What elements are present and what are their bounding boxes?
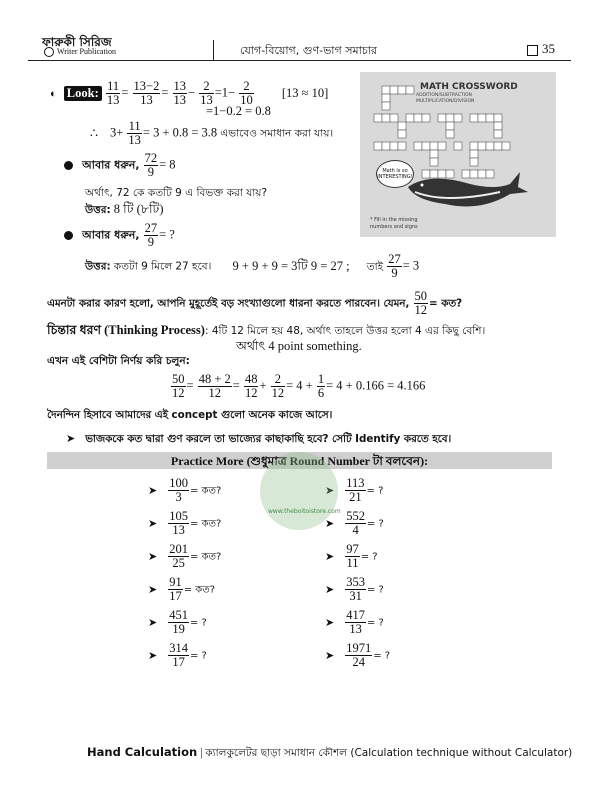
approx-note: [13 ≈ 10]	[281, 85, 329, 100]
footer	[87, 745, 572, 763]
paragraph-4: দৈনন্দিন হিসাবে আমাদের এই concept গুলো অনেক কাজে আসে।	[47, 409, 333, 421]
chapter-topic: যোগ-বিয়োগ, গুণ-ভাগ সমাচার	[240, 44, 377, 57]
fraction: $\frac{105}{13}$	[169, 509, 188, 538]
practice-item: ➤ $\frac{353}{31}$ = ?	[325, 575, 384, 604]
checkbox-icon	[527, 45, 538, 56]
header-divider	[213, 40, 214, 60]
fraction: $\frac{100}{3}$	[169, 476, 188, 505]
watermark-text: www.theboitoistore.com	[268, 508, 341, 515]
paragraph-2-line-2: অর্থাৎ 4 point something.	[236, 339, 362, 353]
paragraph-1: এমনটা করার কারণ হলো, আপনি মুহূর্তেই বড় সংখ্যাগুলো ধারনা করতে পারবেন। যেমন, $\frac{50}{12}$ = কত?	[47, 289, 463, 318]
puzzle-title: MATH CROSSWORD	[420, 82, 518, 92]
look-line-2: =1−0.2 = 0.8	[206, 104, 271, 118]
paragraph-3-equation: $\frac{50}{12}$ = $\frac{48 + 2}{12}$ = $\frac{48}{12}$ + $\frac{2}{12}$ = 4 + $\frac{1}{6}$ = 4 + 0.166 = 4.166	[172, 372, 426, 401]
speech-bubble: Math is so INTERESTING!	[376, 160, 414, 188]
example-2-answer: উত্তর: 8 টি (৮টি)	[85, 202, 164, 216]
example-2-line: আবার ধরুন, $\frac{72}{9}$ = 8	[64, 152, 176, 179]
fraction: $\frac{1971}{24}$	[346, 641, 372, 670]
fraction: $\frac{11}{13}$	[106, 79, 120, 108]
fraction: $\frac{48 + 2}{12}$	[198, 372, 231, 401]
arrow-bullet-icon: ➤	[148, 516, 158, 530]
puzzle-subtitle: ADDITION/SUBTRACTION MULTIPLICATION/DIVISION	[416, 93, 475, 104]
arrow-bullet-icon: ➤	[148, 483, 158, 497]
practice-item: ➤ $\frac{552}{4}$ = ?	[325, 509, 384, 538]
arrow-bullet-icon: ➤	[148, 648, 158, 662]
practice-item: ➤ $\frac{451}{19}$ = ?	[148, 608, 207, 637]
fraction: $\frac{113}{21}$	[346, 476, 365, 505]
practice-item: ➤ $\frac{1971}{24}$ = ?	[325, 641, 391, 670]
page-number	[527, 41, 555, 57]
arrow-bullet-icon: ➤	[325, 582, 335, 596]
fraction: $\frac{27}{9}$	[144, 221, 158, 250]
fraction: $\frac{201}{25}$	[169, 542, 188, 571]
fraction: $\frac{552}{4}$	[346, 509, 365, 538]
arrow-bullet-icon: ➤	[148, 582, 158, 596]
watermark-logo	[260, 452, 338, 530]
paragraph-5: ➤ ভাজককে কত দ্বারা গুণ করলে তা ভাজ্যের কাছাকাছি হবে? সেটি Identify করতে হবে।	[66, 432, 452, 445]
fraction: $\frac{50}{12}$	[172, 372, 185, 401]
footer-separator: |	[200, 747, 203, 759]
practice-item: ➤ $\frac{113}{21}$ = ?	[325, 476, 384, 505]
footer-text: ক্যালকুলেটর ছাড়া সমাধান কৌশল (Calculation technique without Calculator)	[205, 747, 573, 759]
arrow-bullet-icon: ➤	[325, 549, 335, 563]
practice-item: ➤ $\frac{91}{17}$ = কত?	[148, 575, 216, 604]
example-3-line: আবার ধরুন, $\frac{27}{9}$ = ?	[64, 222, 175, 249]
fraction: $\frac{50}{12}$	[414, 289, 427, 318]
practice-item: ➤ $\frac{314}{17}$ = ?	[148, 641, 207, 670]
fraction: $\frac{417}{13}$	[346, 608, 365, 637]
publisher-logo-icon	[44, 47, 54, 57]
fraction: $\frac{11}{13}$	[128, 119, 141, 148]
pencil-icon	[64, 231, 73, 240]
fraction: $\frac{13}{13}$	[173, 79, 187, 108]
fraction: $\frac{1}{6}$	[317, 372, 325, 401]
arrow-bullet-icon: ➤	[325, 516, 335, 530]
arrow-bullet-icon: ➤	[148, 615, 158, 629]
fraction: $\frac{353}{31}$	[346, 575, 365, 604]
publisher	[44, 47, 116, 57]
example-3-answer: উত্তর: কতটা 9 মিলে 27 হবে। 9 + 9 + 9 = 3টি 9 = 27 ; তাই $\frac{27}{9}$ = 3	[85, 252, 420, 281]
practice-item: ➤ $\frac{100}{3}$ = কত?	[148, 476, 222, 505]
look-badge: Look:	[64, 86, 102, 101]
fraction: $\frac{91}{17}$	[169, 575, 182, 604]
practice-item: ➤ $\frac{97}{11}$ = ?	[325, 542, 378, 571]
look-line-1: ◐ Look: $\frac{11}{13}$ = $\frac{13-2}{13}$ = $\frac{13}{13}$ − $\frac{2}{13}$ =1− $\frac{2}{10}$ [13 ≈ 10]	[50, 79, 329, 108]
fraction: $\frac{72}{9}$	[144, 151, 158, 180]
fraction: $\frac{2}{13}$	[200, 79, 213, 108]
fraction: $\frac{97}{11}$	[346, 542, 359, 571]
arrow-bullet-icon: ➤	[325, 648, 335, 662]
fraction: $\frac{314}{17}$	[169, 641, 188, 670]
arrow-bullet-icon: ➤	[148, 549, 158, 563]
look-line-3: ∴ 3+ $\frac{11}{13}$ = 3 + 0.8 = 3.8 এভাবেও সমাধান করা যায়।	[90, 119, 334, 148]
arrow-bullet-icon: ➤	[325, 615, 335, 629]
paragraph-3: এখন এই বেশিটা নির্ণয় করি চলুন:	[47, 355, 190, 367]
fraction: $\frac{2}{12}$	[271, 372, 285, 401]
math-crossword-illustration	[360, 72, 556, 237]
puzzle-note: * Fill in the missing numbers and signs	[370, 217, 418, 230]
eye-icon: ◐	[50, 87, 57, 100]
fraction: $\frac{451}{19}$	[169, 608, 188, 637]
fraction: $\frac{2}{10}$	[240, 79, 253, 108]
fraction: $\frac{13-2}{13}$	[133, 79, 160, 108]
publisher-name: Writer Publication	[57, 47, 116, 56]
pencil-icon	[64, 161, 73, 170]
practice-title: Practice More (শুধুমাত্র Round Number টা বলবেন):	[170, 454, 429, 468]
practice-item: ➤ $\frac{201}{25}$ = কত?	[148, 542, 222, 571]
practice-item: ➤ $\frac{105}{13}$ = কত?	[148, 509, 222, 538]
arrow-bullet-icon: ➤	[325, 483, 335, 497]
page-number-text: 35	[542, 41, 555, 56]
series-title: ফারুকী সিরিজ	[42, 35, 112, 49]
footer-title: Hand Calculation	[87, 745, 198, 759]
fraction: $\frac{27}{9}$	[388, 252, 401, 281]
header-rule	[28, 60, 571, 61]
fraction: $\frac{48}{12}$	[244, 372, 258, 401]
paragraph-2: চিন্তার ধরণ (Thinking Process): 4টি 12 মিলে হয় 48, অর্থাৎ তাহলে উত্তর হলো 4 এর কিছু বেশি।	[47, 323, 486, 337]
arrow-bullet-icon: ➤	[66, 432, 76, 445]
example-2-question: অর্থাৎ, 72 কে কতটি 9 এ বিভক্ত করা যায়?	[85, 187, 268, 199]
practice-item: ➤ $\frac{417}{13}$ = ?	[325, 608, 384, 637]
